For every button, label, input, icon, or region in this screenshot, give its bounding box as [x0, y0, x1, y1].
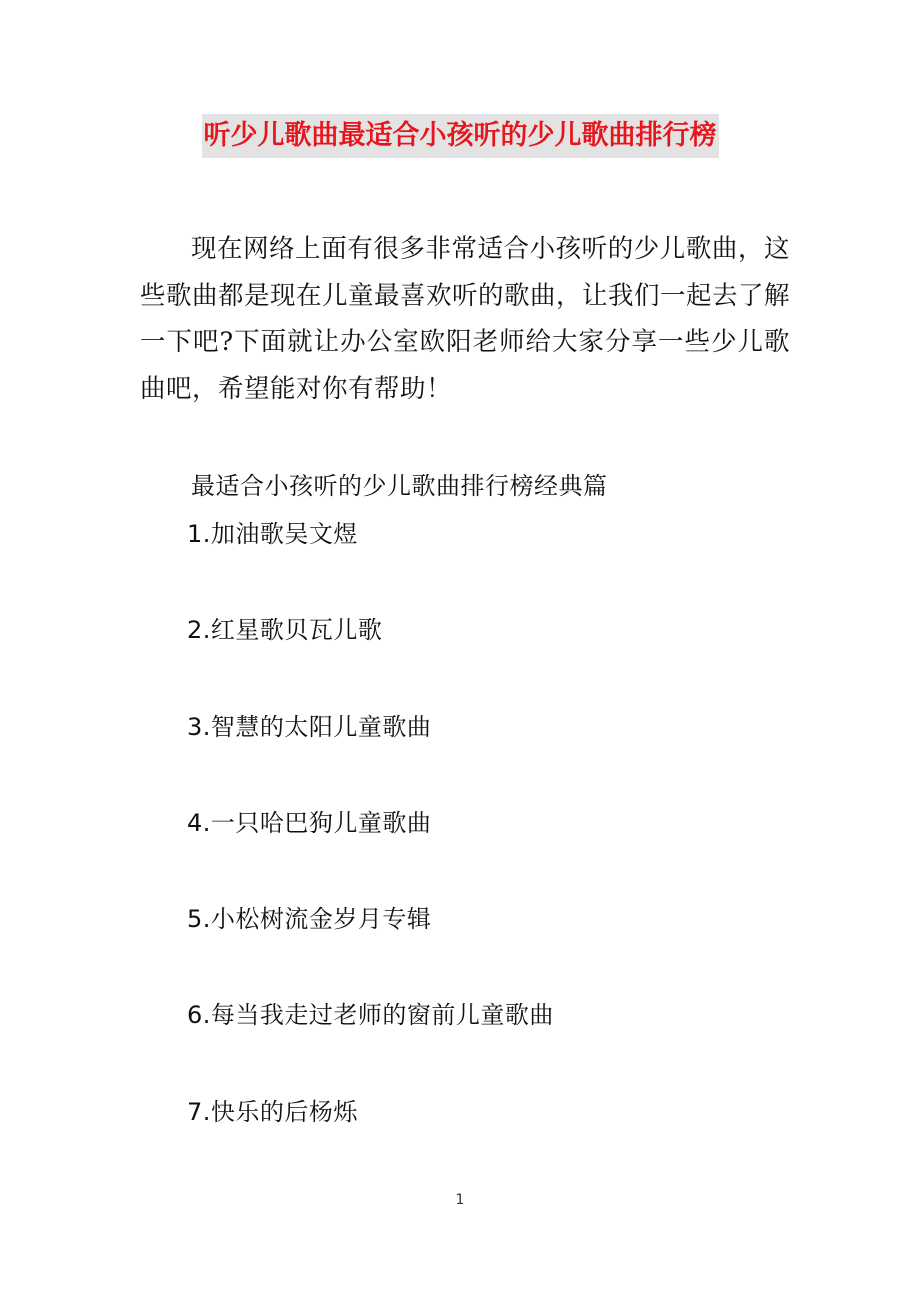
song-item-7 — [187, 1092, 554, 1188]
song-title: 加油歌吴文煜 — [210, 520, 358, 548]
document-title: 听少儿歌曲最适合小孩听的少儿歌曲排行榜 — [202, 114, 719, 158]
song-title: 红星歌贝瓦儿歌 — [210, 616, 383, 645]
song-item-6 — [187, 995, 554, 1091]
song-list — [187, 514, 554, 1188]
song-item-5 — [187, 899, 554, 995]
song-item-2 — [187, 610, 554, 706]
song-item-1 — [187, 514, 554, 610]
intro-paragraph: 现在网络上面有很多非常适合小孩听的少儿歌曲，这些歌曲都是现在儿童最喜欢听的歌曲，让我们一起去了解一下吧?下面就让办公室欧阳老师给大家分享一些少儿歌曲吧，希望能对你有帮助！ — [140, 234, 791, 404]
song-item-4 — [187, 803, 554, 899]
song-number: 3. — [187, 712, 211, 741]
song-number: 2. — [187, 616, 211, 645]
song-number: 1. — [187, 520, 211, 548]
song-number: 6. — [187, 1001, 211, 1030]
song-title: 每当我走过老师的窗前儿童歌曲 — [210, 1001, 554, 1030]
song-title: 快乐的后杨烁 — [210, 1097, 358, 1126]
page-number: 1 — [455, 1192, 465, 1208]
song-title: 智慧的太阳儿童歌曲 — [210, 712, 432, 741]
song-number: 5. — [187, 905, 211, 934]
title-container — [0, 114, 920, 158]
song-item-3 — [187, 707, 554, 803]
section-heading: 最适合小孩听的少儿歌曲排行榜经典篇 — [191, 472, 608, 500]
song-number: 7. — [187, 1097, 211, 1126]
song-title: 一只哈巴狗儿童歌曲 — [210, 808, 432, 837]
song-number: 4. — [187, 808, 211, 837]
song-title: 小松树流金岁月专辑 — [210, 905, 432, 934]
